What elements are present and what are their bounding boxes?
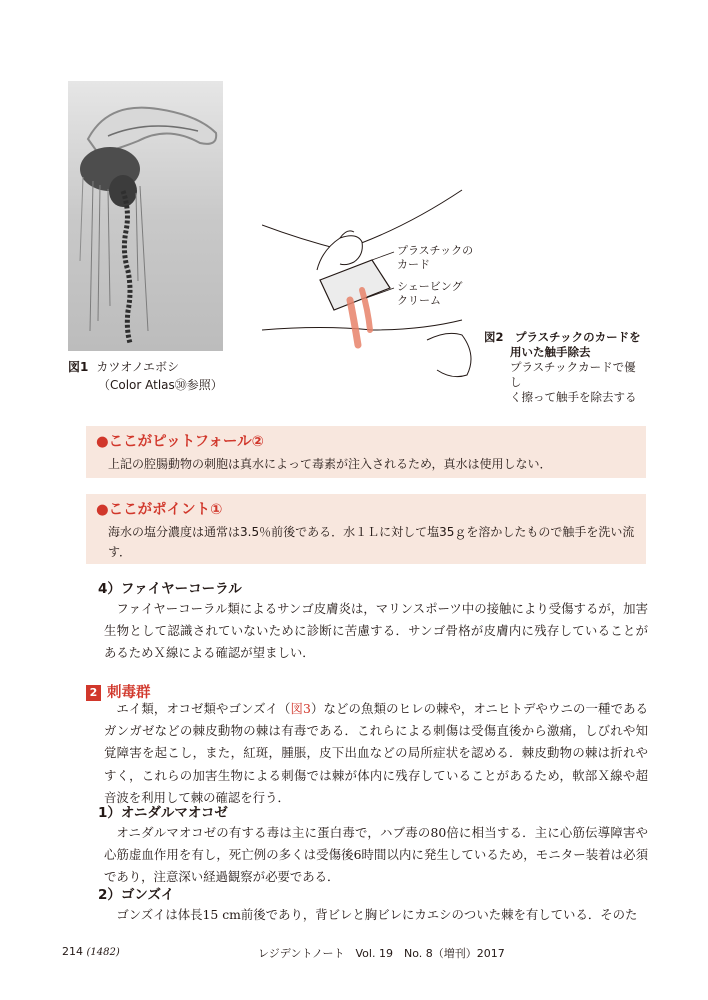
figure1-note: （Color Atlas㉚参照） [98, 378, 223, 392]
pitfall-body: 上記の腔腸動物の刺胞は真水によって毒素が注入されるため，真水は使用しない． [108, 457, 552, 471]
section2-text [104, 698, 648, 809]
section2-number: 2 [86, 685, 101, 701]
journal-name: レジデントノート Vol. 19 No. 8（増刊）2017 [258, 947, 505, 960]
pitfall-title: ●ここがピットフォール② [96, 434, 264, 450]
figure1-title: カツオノエボシ [96, 360, 180, 374]
figure2-title-line2: 用いた触手除去 [510, 345, 591, 359]
section2-text-post: ）などの魚類のヒレの棘や，オニヒトデやウニの一種であるガンガゼなどの棘皮動物の棘は有毒である．これらによる刺傷は受傷直後から激痛，しびれや知覚障害を起こし，また，紅斑，腫脹，皮下出血などの局所症状を認める．棘皮動物の棘は折れやすく，これらの加害生物による刺傷では棘が体内に残存していることがあるため，軟部Ｘ線や超音波を利用して棘の確認を行う． [104, 701, 648, 805]
gonzui-text: ゴンズイは体長15 cm前後であり，背ビレと胸ビレにカエシのついた棘を有している．そのた [116, 907, 638, 922]
callout-cream-line1: シェービング [397, 280, 463, 293]
figure1-caption [68, 358, 268, 394]
onidaruma-heading: 1）オニダルマオコゼ [98, 805, 228, 821]
figure2-desc-line1: プラスチックカードで優し [510, 360, 636, 389]
point-title: ●ここがポイント① [96, 502, 223, 518]
figure2-label: 図2 [484, 330, 504, 344]
callout-card-line1: プラスチックの [397, 244, 474, 257]
page-number-value: 214 [62, 945, 83, 958]
section2-title: 刺毒群 [107, 685, 151, 701]
callout-cream-line2: クリーム [397, 294, 441, 307]
page-number [62, 945, 120, 958]
gonzui-heading: 2）ゴンズイ [98, 887, 175, 903]
pitfall-box [86, 426, 646, 478]
onidaruma-text: オニダルマオコゼの有する毒は主に蛋白毒で，ハブ毒の80倍に相当する．主に心筋伝導障害や心筋虚血作用を有し，死亡例の多くは受傷後6時間以内に発生しているため，モニター装着は必須であり，注意深い経過観察が必要である． [104, 825, 648, 885]
fire-coral-heading: 4）ファイヤーコーラル [98, 581, 242, 597]
callout-card [397, 244, 473, 272]
page-number-orig: (1482) [86, 947, 120, 958]
callout-card-line2: カード [397, 258, 430, 271]
figure2-caption [484, 330, 644, 405]
point-box [86, 494, 646, 564]
section2-text-pre: エイ類，オコゼ類やゴンズイ（ [116, 701, 291, 716]
figure2-title-line1: プラスチックのカードを [515, 330, 641, 344]
point-body: 海水の塩分濃度は通常は3.5％前後である．水１Ｌに対して塩35ｇを溶かしたもので触手を洗い流す． [108, 525, 635, 559]
figure1-label: 図1 [68, 360, 89, 374]
callout-cream [397, 280, 463, 308]
fire-coral-text: ファイヤーコーラル類によるサンゴ皮膚炎は，マリンスポーツ中の接触により受傷するが，加害生物として認識されていないために診断に苦慮する．サンゴ骨格が皮膚内に残存していることがあるためＸ線による確認が望ましい． [104, 601, 648, 661]
figure2-desc-line2: く擦って触手を除去する [510, 390, 637, 404]
figure3-link[interactable]: 図3 [290, 701, 311, 716]
figure1-photo [68, 81, 223, 351]
jellyfish-image [68, 81, 223, 351]
